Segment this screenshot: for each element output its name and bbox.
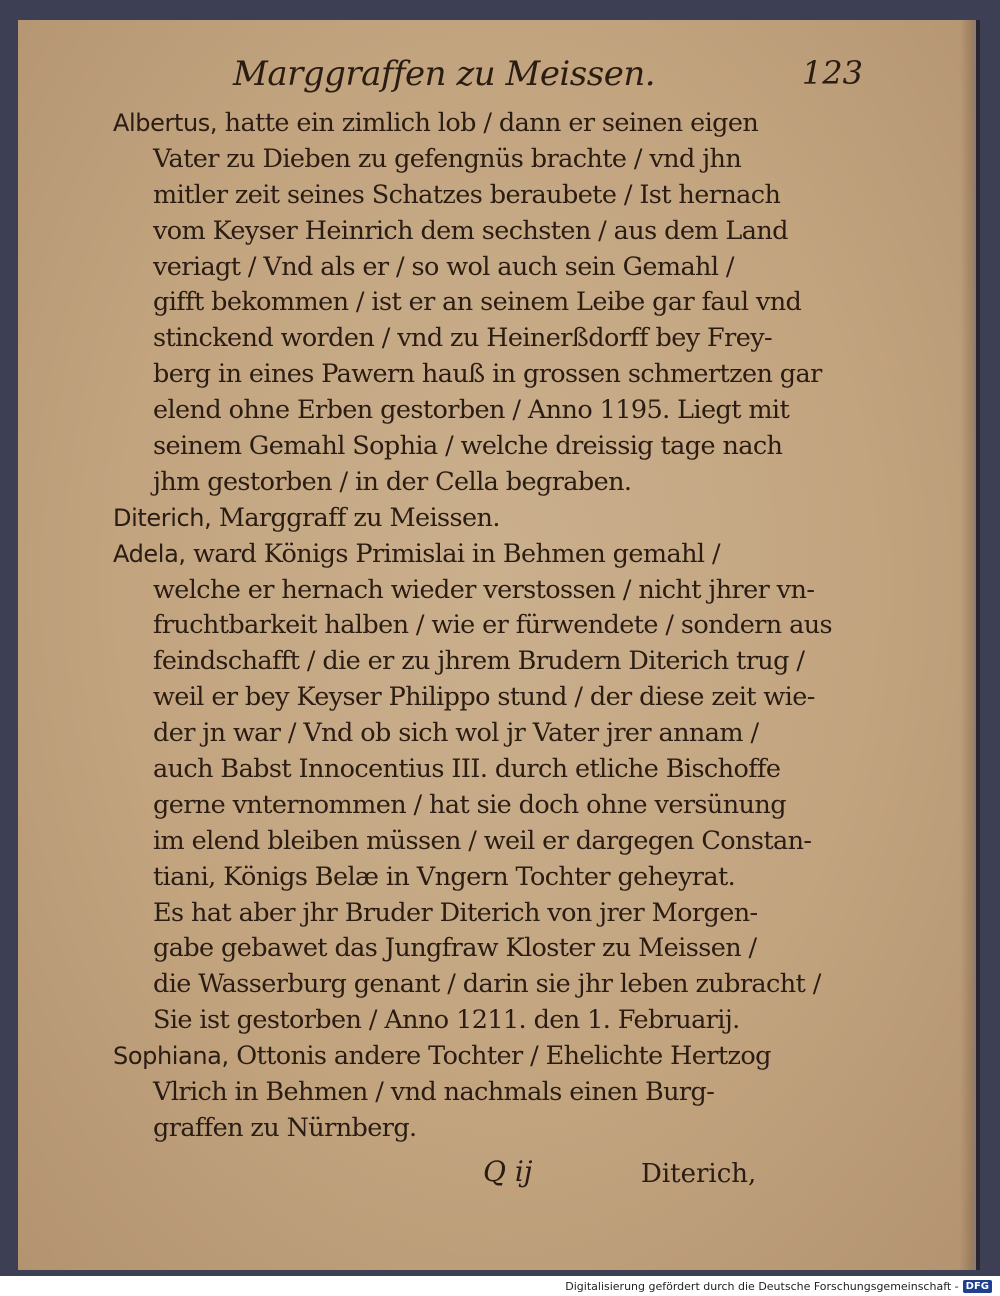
entry-line: jhm gestorben / in der Cella begraben. bbox=[153, 466, 632, 497]
entry-sophiana bbox=[113, 1039, 873, 1147]
printer-signature: Q ij bbox=[483, 1154, 533, 1188]
entry-adela bbox=[113, 537, 873, 1039]
entry-line: vom Keyser Heinrich dem sechsten / aus dem Land bbox=[153, 215, 788, 246]
catchword: Diterich, bbox=[641, 1158, 757, 1189]
running-head-title: Marggraffen zu Meissen. bbox=[233, 54, 656, 94]
book-page bbox=[18, 20, 974, 1270]
entry-line: Vater zu Dieben zu gefengnüs brachte / vnd jhn bbox=[153, 143, 742, 174]
running-head bbox=[113, 50, 873, 106]
entry-name: Sophiana, bbox=[113, 1042, 229, 1071]
entry-line: graffen zu Nürnberg. bbox=[153, 1112, 417, 1143]
entry-text: ward Königs Primislai in Behmen gemahl / bbox=[193, 538, 720, 569]
page-text-block bbox=[113, 50, 873, 1203]
entry-text: hatte ein zimlich lob / dann er seinen eigen bbox=[224, 108, 759, 138]
page-edge-shadow bbox=[960, 20, 974, 1270]
entry-first-line bbox=[113, 1039, 873, 1075]
entry-line: im elend bleiben müssen / weil er dargegen Constan- bbox=[153, 825, 812, 856]
digitization-footer bbox=[0, 1276, 1000, 1296]
entry-line: welche er hernach wieder verstossen / nicht jhrer vn- bbox=[153, 574, 815, 605]
entry-first-line bbox=[113, 501, 873, 537]
entry-line: stinckend worden / vnd zu Heinerßdorff bey Frey- bbox=[153, 323, 773, 354]
entry-line: veriagt / Vnd als er / so wol auch sein Gemahl / bbox=[153, 251, 734, 282]
entry-text: Marggraff zu Meissen. bbox=[218, 502, 500, 533]
entry-first-line bbox=[113, 106, 873, 142]
entry-line: weil er bey Keyser Philippo stund / der diese zeit wie- bbox=[153, 682, 815, 713]
entry-line: die Wasserburg genant / darin sie jhr leben zubracht / bbox=[153, 969, 821, 1000]
entry-first-line bbox=[113, 537, 873, 573]
entry-name: Diterich, bbox=[113, 503, 212, 532]
dfg-logo-icon[interactable]: DFG bbox=[963, 1280, 992, 1293]
entry-albertus bbox=[113, 106, 873, 501]
entry-line: mitler zeit seines Schatzes beraubete / Ist hernach bbox=[153, 179, 781, 210]
entry-diterich bbox=[113, 501, 873, 537]
entry-line: Vlrich in Behmen / vnd nachmals einen Burg- bbox=[153, 1077, 715, 1108]
entry-line: der jn war / Vnd ob sich wol jr Vater jrer annam / bbox=[153, 718, 759, 749]
entry-line: feindschafft / die er zu jhrem Brudern Diterich trug / bbox=[153, 646, 805, 677]
entry-name: Adela, bbox=[113, 539, 186, 568]
signature-row bbox=[113, 1153, 873, 1203]
entry-line: gabe gebawet das Jungfraw Kloster zu Meissen / bbox=[153, 933, 757, 964]
page-number: 123 bbox=[801, 54, 863, 92]
entry-line: gerne vnternommen / hat sie doch ohne versünung bbox=[153, 789, 786, 820]
footer-credit: Digitalisierung gefördert durch die Deutsche Forschungsgemeinschaft - bbox=[565, 1279, 959, 1293]
entry-line: Sie ist gestorben / Anno 1211. den 1. Februarij. bbox=[153, 1005, 740, 1036]
entry-line: tiani, Königs Belæ in Vngern Tochter geheyrat. bbox=[153, 861, 736, 892]
entry-line: auch Babst Innocentius III. durch etliche Bischoffe bbox=[153, 754, 781, 785]
entry-line: seinem Gemahl Sophia / welche dreissig tage nach bbox=[153, 431, 783, 462]
entry-line: gifft bekommen / ist er an seinem Leibe gar faul vnd bbox=[153, 287, 802, 318]
entry-line: elend ohne Erben gestorben / Anno 1195. Liegt mit bbox=[153, 395, 790, 426]
entry-line: fruchtbarkeit halben / wie er fürwendete / sondern aus bbox=[153, 610, 833, 641]
entry-name: Albertus, bbox=[113, 109, 218, 137]
entry-line: Es hat aber jhr Bruder Diterich von jrer Morgen- bbox=[153, 897, 758, 928]
entry-line: berg in eines Pawern hauß in grossen schmertzen gar bbox=[153, 359, 822, 390]
entry-text: Ottonis andere Tochter / Ehelichte Hertzog bbox=[236, 1041, 771, 1072]
